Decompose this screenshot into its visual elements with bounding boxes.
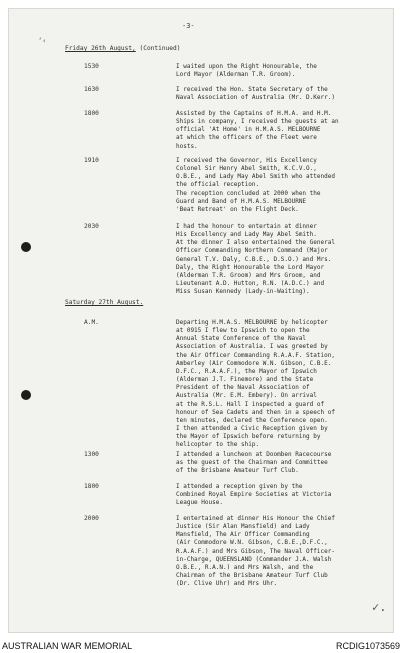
- date-heading-friday: Friday 26th August, (Continued): [65, 45, 181, 52]
- entry-time: 1300: [84, 451, 99, 458]
- entry-text: I waited upon the Right Honourable, the Lord Mayor (Alderman T.R. Groom).: [176, 63, 317, 79]
- punch-hole: [21, 390, 31, 400]
- entry-time: 1630: [84, 86, 99, 93]
- archive-footer: [0, 640, 403, 653]
- footer-record-id: RCDIG1073569: [335, 641, 400, 651]
- punch-hole: [21, 242, 31, 252]
- entry-text: Assisted by the Captains of H.M.A. and H.M. Ships in company, I received the guests at an official 'At Home' in H.M.A.S. MELBOURNE at which the officers of the Fleet were hosts.: [176, 110, 339, 150]
- tick-mark: ‘‹: [38, 37, 47, 45]
- footer-institution: AUSTRALIAN WAR MEMORIAL: [2, 641, 133, 651]
- entry-text: I attended a luncheon at Doomben Racecourse as the guest of the Chairman and Committee of the Brisbane Amateur Turf Club.: [176, 451, 332, 475]
- entry-text: I had the honour to entertain at dinner His Excellency and Lady May Abel Smith. At the dinner I also entertained the General Officer Commanding Northern Command (Major General T.V. Daly, C.B.E., D.S.O.) and Mrs. Daly, the Right Honourable the Lord Mayor (Alderman T.R. Groom) and Mrs Groom, and Lieutenant A.D. Hutton, R.N. (A.D.C.) and Miss Susan Kennedy (Lady-in-Waiting).: [176, 223, 335, 296]
- entry-text: I attended a reception given by the Combined Royal Empire Societies at Victoria League House.: [176, 483, 332, 507]
- entry-text: I entertained at dinner His Honour the Chief Justice (Sir Alan Mansfield) and Lady Mansfield, The Air Officer Commanding (Air Commodore W.N. Gibson, C.B.E.,D.F.C., R.A.A.F.) and Mrs Gibson, The Naval Officer- in-Charge, QUEENSLAND (Commander J.A. Walsh O.B.E., R.A.N.) and Mrs Walsh, and the Chairman of the Brisbane Amateur Turf Club (Dr. Clive Uhr) and Mrs Uhr.: [176, 515, 335, 588]
- entry-time: 2030: [84, 223, 99, 230]
- check-mark: ✓.: [372, 600, 387, 614]
- date-heading-saturday: Saturday 27th August.: [65, 299, 144, 306]
- entry-time: 1800: [84, 110, 99, 117]
- entry-time: 2000: [84, 515, 99, 522]
- entry-time: 1910: [84, 157, 99, 164]
- entry-text: Departing H.M.A.S. MELBOURNE by helicopter at 0915 I flew to Ipswich to open the Annual State Conference of the Naval Association of Australia. I was greeted by the Air Officer Commanding R.A.A.F. Station, Amberley (Air Commodore W.N. Gibson, C.B.E. D.F.C., R.A.A.F.), the Mayor of Ipswich (Alderman J.T. Finemore) and the State President of the Naval Association of Australia (Mr. E.M. Embery). On arrival at the R.S.L. Hall I inspected a guard of honour of Sea Cadets and then in a speech of ten minutes, declared the Conference open. I then attended a Civic Reception given by the Mayor of Ipswich before returning by helicopter to the ship.: [176, 319, 335, 449]
- entry-time: A.M.: [84, 319, 99, 326]
- entry-text: I received the Governor, His Excellency Colonel Sir Henry Abel Smith, K.C.V.O., O.B.E., and Lady May Abel Smith who attended the official reception. The reception concluded at 2000 when the Guard and Band of H.M.A.S. MELBOURNE 'Beat Retreat' on the Flight Deck.: [176, 157, 335, 213]
- entry-time: 1800: [84, 483, 99, 490]
- entry-text: I received the Hon. State Secretary of the Naval Association of Australia (Mr. D.Kerr.): [176, 86, 335, 102]
- page-number: -3-: [182, 22, 195, 30]
- entry-time: 1530: [84, 63, 99, 70]
